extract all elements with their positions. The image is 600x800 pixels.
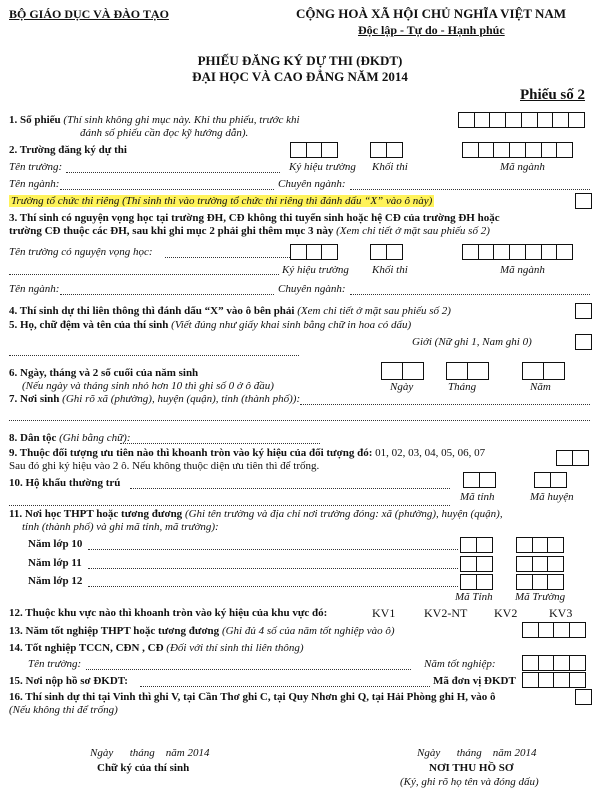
item-5-text: 5. Họ, chữ đệm và tên của thí sinh <box>9 319 169 331</box>
school-caption: Mã Trường <box>515 591 566 603</box>
item-16-text: 16. Thí sinh dự thi tại Vinh thì ghi V, tại Cần Thơ ghi C, tại Quy Nhơn ghi Q, tại Hải Phòng ghi H, vào ô <box>9 691 496 703</box>
year-caption: Năm <box>530 381 551 393</box>
grade-10-school-boxes[interactable] <box>516 537 564 553</box>
pref-exam-block-boxes[interactable] <box>370 244 403 260</box>
residence-field-2[interactable] <box>9 505 450 506</box>
item-4-text: 4. Thí sinh dự thi liên thông thì đánh dấu “X” vào ô bên phải <box>9 305 295 317</box>
item-12-label: 12. Thuộc khu vực nào thì khoanh tròn vào ký hiệu của khu vực đó: <box>9 607 328 619</box>
unit-code-boxes[interactable] <box>522 672 586 688</box>
item-14 <box>9 642 304 654</box>
school-name-label: Tên trường: <box>9 161 63 173</box>
item-10-label: 10. Hộ khẩu thường trú <box>9 477 121 489</box>
province-caption: Mã Tỉnh <box>455 591 493 603</box>
grade-10-field[interactable] <box>88 549 458 550</box>
item-8-note: (Ghi bằng chữ): <box>59 432 131 444</box>
pref-major-name-field[interactable] <box>60 294 274 295</box>
major-name-field[interactable] <box>60 189 274 190</box>
motto: Độc lập - Tự do - Hạnh phúc <box>358 23 505 37</box>
item-6-label: 6. Ngày, tháng và 2 số cuối của năm sinh <box>9 367 199 379</box>
grade-10-label: Năm lớp 10 <box>28 538 83 550</box>
republic-name: CỘNG HOÀ XÃ HỘI CHỦ NGHĨA VIỆT NAM <box>296 6 567 21</box>
item-13 <box>9 625 395 637</box>
item-13-note: (Ghi đủ 4 số của năm tốt nghiệp vào ô) <box>221 625 395 637</box>
item-3-line2-text: trường CĐ thuộc các ĐH, sau khi ghi mục 2 phải ghi thêm mục 3 này <box>9 225 334 237</box>
item-14-note: (Đối với thí sinh thi liên thông) <box>166 642 304 654</box>
item-1-note: (Thí sinh không ghi mục này. Khi thu phiếu, trước khi <box>63 114 300 126</box>
candidate-signature-label: Chữ ký của thí sinh <box>97 762 190 774</box>
graduation-year-boxes[interactable] <box>522 622 586 638</box>
grade-12-field[interactable] <box>88 586 458 587</box>
pref-specialization-field[interactable] <box>350 294 590 295</box>
item-13-text: 13. Năm tốt nghiệp THPT hoặc tương đương <box>9 625 220 637</box>
form-subtitle: ĐẠI HỌC VÀ CAO ĐẲNG NĂM 2014 <box>192 69 408 84</box>
exam-block-boxes[interactable] <box>370 142 403 158</box>
item-16-note: (Nếu không thi để trống) <box>9 704 118 716</box>
form-title: PHIẾU ĐĂNG KÝ DỰ THI (ĐKDT) <box>197 53 403 68</box>
month-caption: Tháng <box>448 381 477 393</box>
item-6-note: (Nếu ngày và tháng sinh nhỏ hơn 10 thì ghi số 0 ở ô đầu) <box>22 380 274 392</box>
pref-school-code-caption: Ký hiệu trường <box>282 264 349 276</box>
item-14-year-label: Năm tốt nghiệp: <box>424 658 496 670</box>
item-14-school-field[interactable] <box>86 669 411 670</box>
grade-11-school-boxes[interactable] <box>516 556 564 572</box>
day-caption: Ngày <box>390 381 414 393</box>
grade-12-label: Năm lớp 12 <box>28 575 83 587</box>
item-7-text: 7. Nơi sinh <box>9 393 60 405</box>
item-14-year-boxes[interactable] <box>522 655 586 671</box>
item-8-text: 8. Dân tộc <box>9 432 57 444</box>
grade-11-province-boxes[interactable] <box>460 556 493 572</box>
separate-exam-note: Trường tổ chức thi riêng (Thí sinh thi vào trường tổ chức thi riêng thì đánh dấu “X” vào ô này) <box>11 195 433 207</box>
school-code-caption: Ký hiệu trường <box>289 161 356 173</box>
zone-kv2[interactable]: KV2 <box>494 606 518 620</box>
residence-district-boxes[interactable] <box>534 472 567 488</box>
birth-month-boxes[interactable] <box>446 362 489 380</box>
major-code-caption: Mã ngành <box>500 161 545 173</box>
item-5 <box>9 319 411 331</box>
zone-kv1[interactable]: KV1 <box>372 606 396 620</box>
item-11-text: 11. Nơi học THPT hoặc tương đương <box>9 508 183 520</box>
zone-kv2nt[interactable]: KV2-NT <box>424 606 468 620</box>
item-1 <box>9 114 300 126</box>
preferred-school-field[interactable] <box>165 257 290 258</box>
item-16 <box>9 691 496 703</box>
item-1-note-line2: đánh số phiếu cần đọc kỹ hướng dẫn). <box>80 127 249 139</box>
item-3-line1: 3. Thí sinh có nguyện vọng học tại trường ĐH, CĐ không thi tuyển sinh hoặc hệ CĐ của trường ĐH hoặc <box>9 212 500 224</box>
exam-block-caption: Khối thi <box>372 161 408 173</box>
item-11 <box>9 508 503 520</box>
item-14-school-label: Tên trường: <box>28 658 82 670</box>
item-9-line2: Sau đó ghi ký hiệu vào 2 ô. Nếu không thuộc diện ưu tiên thì để trống. <box>9 460 320 472</box>
item-15-field[interactable] <box>140 686 430 687</box>
item-3-line2 <box>9 225 490 237</box>
grade-10-province-boxes[interactable] <box>460 537 493 553</box>
item-4 <box>9 305 451 317</box>
province-code-caption: Mã tỉnh <box>460 491 495 503</box>
specialization-label: Chuyên ngành: <box>278 178 346 190</box>
grade-12-school-boxes[interactable] <box>516 574 564 590</box>
item-8 <box>9 432 130 444</box>
district-code-caption: Mã huyện <box>530 491 574 503</box>
form-number: Phiếu số 2 <box>520 87 586 103</box>
item-5-note: (Viết đúng như giấy khai sinh bằng chữ in hoa có dấu) <box>171 319 412 331</box>
transfer-exam-checkbox[interactable] <box>575 303 592 319</box>
pref-major-name-label: Tên ngành: <box>9 283 60 295</box>
specialization-field[interactable] <box>350 189 590 190</box>
gender-label: Giới (Nữ ghi 1, Nam ghi 0) <box>412 336 532 348</box>
grade-11-label: Năm lớp 11 <box>28 557 82 569</box>
full-name-field[interactable] <box>9 355 299 356</box>
receiver-title: NƠI THU HỒ SƠ <box>429 762 514 774</box>
gender-box[interactable] <box>575 334 592 350</box>
school-name-field[interactable] <box>66 172 280 173</box>
birthplace-field-2[interactable] <box>9 420 590 421</box>
item-9-text: 9. Thuộc đối tượng ưu tiên nào thì khoanh tròn vào ký hiệu của đối tượng đó: <box>9 447 373 459</box>
item-15-label: 15. Nơi nộp hồ sơ ĐKDT: <box>9 675 128 687</box>
major-code-boxes[interactable] <box>462 142 573 158</box>
item-4-note: (Xem chi tiết ở mặt sau phiếu số 2) <box>297 305 451 317</box>
item-1-label: 1. Số phiếu <box>9 114 61 126</box>
item-14-text: 14. Tốt nghiệp TCCN, CĐN , CĐ <box>9 642 164 654</box>
grade-12-province-boxes[interactable] <box>460 574 493 590</box>
preferred-school-field-2[interactable] <box>9 274 279 275</box>
item-11-note1: (Ghi tên trường và địa chỉ nơi trường đóng: xã (phường), huyện (quận), <box>184 508 503 520</box>
pref-school-code-boxes[interactable] <box>290 244 338 260</box>
zone-kv3[interactable]: KV3 <box>549 606 573 620</box>
unit-code-label: Mã đơn vị ĐKDT <box>433 675 516 687</box>
receiver-note: (Ký, ghi rõ họ tên và đóng dấu) <box>400 776 539 788</box>
item-11-note2: tỉnh (thành phố) và ghi mã tỉnh, mã trường): <box>22 521 219 533</box>
candidate-date: Ngày tháng năm 2014 <box>90 747 210 759</box>
ethnicity-field[interactable] <box>120 443 320 444</box>
item-3-line2-note: (Xem chi tiết ở mặt sau phiếu số 2) <box>336 225 490 237</box>
major-name-label: Tên ngành: <box>9 178 60 190</box>
residence-province-boxes[interactable] <box>463 472 496 488</box>
item-9 <box>9 447 485 459</box>
ministry-name: BỘ GIÁO DỤC VÀ ĐÀO TẠO <box>9 7 169 21</box>
birth-year-boxes[interactable] <box>522 362 565 380</box>
priority-codes[interactable]: 01, 02, 03, 04, 05, 06, 07 <box>375 447 486 459</box>
item-2-label: 2. Trường đăng ký dự thi <box>9 144 127 156</box>
separate-exam-checkbox[interactable] <box>575 193 592 209</box>
pref-specialization-label: Chuyên ngành: <box>278 283 346 295</box>
priority-boxes[interactable] <box>556 450 589 466</box>
grade-11-field[interactable] <box>88 568 458 569</box>
form-number-boxes[interactable] <box>458 112 585 128</box>
pref-exam-block-caption: Khối thi <box>372 264 408 276</box>
pref-major-code-caption: Mã ngành <box>500 264 545 276</box>
pref-major-code-boxes[interactable] <box>462 244 573 260</box>
preferred-school-label: Tên trường có nguyện vọng học: <box>9 246 153 258</box>
receiver-date: Ngày tháng năm 2014 <box>417 747 537 759</box>
item-7-note: (Ghi rõ xã (phường), huyện (quận), tỉnh (thành phố)): <box>62 393 301 405</box>
birthplace-field[interactable] <box>300 404 590 405</box>
birth-day-boxes[interactable] <box>381 362 424 380</box>
school-code-boxes[interactable] <box>290 142 338 158</box>
residence-field[interactable] <box>130 488 450 489</box>
exam-location-box[interactable] <box>575 689 592 705</box>
item-7 <box>9 393 300 405</box>
